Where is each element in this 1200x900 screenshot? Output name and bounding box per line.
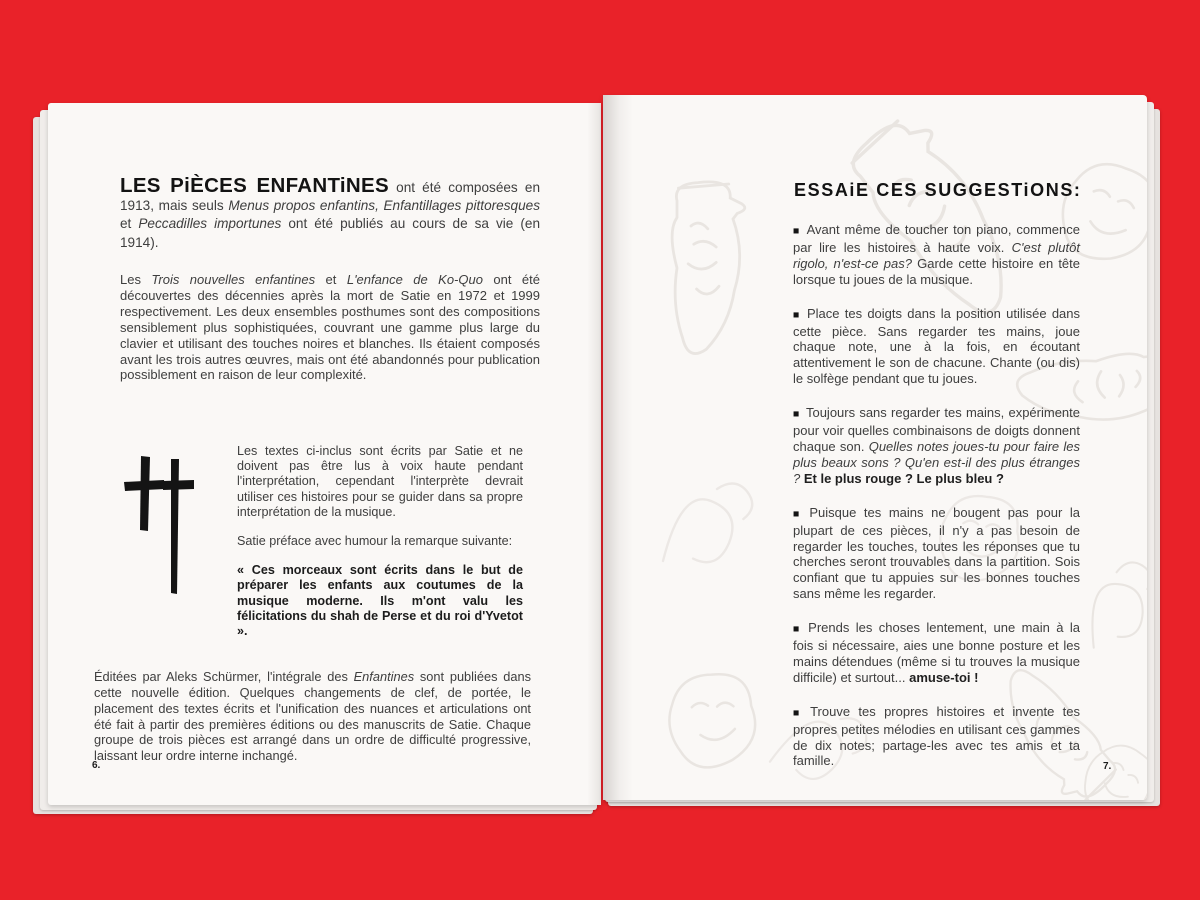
- suggestion-item: [793, 505, 1080, 602]
- background-sketch-icon: [635, 153, 775, 383]
- bullet-square-icon: ■: [793, 507, 804, 520]
- background-sketch-icon: [638, 630, 790, 800]
- suggestion-text: Trouve tes propres histoires et invente tes propres petites mélodies en utilisant ces gammes de dix notes; partage-les avec tes amis et ta famille.: [793, 703, 1080, 769]
- intro-paragraph: LES PiÈCES ENFANTiNES ont été composées en 1913, mais seuls Menus propos enfantins, Enfantillages pittoresques et Peccadilles importunes ont été publiés au cours de sa vie (en 1914).: [120, 173, 541, 250]
- history-paragraph: Les Trois nouvelles enfantines et L'enfance de Ko-Quo ont été découvertes des décennies après la mort de Satie en 1972 et 1999 respectivement. Les deux ensembles posthumes sont des compositions sensiblement plus sophistiquées, couvrant une gamme plus large du clavier et utilisant des touches noires et blanches. Ils étaient composés avant les trois autres œuvres, mais ont été abandonnés pour publication possiblement en raison de leur complexité.: [120, 272, 540, 383]
- hand-drawn-crosses-illustration: [116, 447, 215, 609]
- suggestion-text: Puisque tes mains ne bougent pas pour la plupart de ces pièces, il n'y a pas besoin de regarder les touches, toutes les réponses que tu cherches seront trouvables dans la partition. Sois confiant que tu appuies sur les bonnes touches sans même les regarder.: [793, 504, 1080, 602]
- satie-quote: « Ces morceaux sont écrits dans le but de préparer les enfants aux coutumes de la musique moderne. Ils m'ont valu les félicitations du shah de Perse et du roi d'Yvetot ».: [237, 563, 523, 639]
- page-number: 7.: [1103, 761, 1112, 772]
- spine-shadow: [587, 103, 601, 805]
- bullet-square-icon: ■: [793, 308, 801, 321]
- suggestion-item: [793, 620, 1080, 686]
- suggestion-text: Toujours sans regarder tes mains, expérimente pour voir quelles combinaisons de doigts donnent chaque son. Quelles notes joues-tu pour faire les plus beaux sons ? Qu'en est-il des plus étranges ? Et le plus rouge ? Le plus bleu ?: [793, 405, 1081, 486]
- bullet-square-icon: ■: [793, 706, 805, 719]
- spine-shadow: [603, 95, 633, 800]
- preface-lead-in: Satie préface avec humour la remarque suivante:: [237, 534, 513, 549]
- performance-note-block: [237, 444, 523, 653]
- bullet-square-icon: ■: [793, 623, 803, 636]
- suggestion-item: [793, 704, 1080, 770]
- right-page: [603, 95, 1147, 800]
- suggestion-text: Prends les choses lentement, une main à la fois si nécessaire, aies une bonne posture et les mains détendues (même si tu trouves la musique difficile) et surtout... amuse-toi !: [793, 620, 1081, 685]
- suggestion-item: [793, 222, 1080, 288]
- page-number: 6.: [92, 760, 101, 771]
- section-title: ESSAiE CES SUGGESTiONS:: [794, 180, 1082, 200]
- performance-note: Les textes ci-inclus sont écrits par Satie et ne doivent pas être lus à voix haute pendant l'interprétation, cependant l'interprète devrait utiliser ces histoires pour se guider dans sa propre interprétation de la musique.: [237, 444, 523, 519]
- suggestions-list: [793, 222, 1080, 787]
- suggestion-text: Place tes doigts dans la position utilisée dans cette pièce. Sans regarder tes mains, joue chaque note, une à la fois, en écoutant attentivement le son de chacune. Chante (ou dis) le solfège pendant que tu joues.: [793, 305, 1081, 387]
- background-sketch-icon: [645, 375, 765, 675]
- suggestion-text: Avant même de toucher ton piano, commence par lire les histoires à haute voix. C'est plutôt rigolo, n'est-ce pas? Garde cette histoire en tête lorsque tu joues de la musique.: [793, 222, 1080, 287]
- left-page: [48, 103, 601, 805]
- suggestion-item: [793, 405, 1080, 487]
- bullet-square-icon: ■: [793, 225, 801, 237]
- suggestion-item: [793, 306, 1080, 388]
- edition-note: Éditées par Aleks Schürmer, l'intégrale des Enfantines sont publiées dans cette nouvelle édition. Quelques changements de clef, de portée, le placement des textes écrits et l'unification des nuances et articulations ont été fait à partir des premières éditions ou des manuscrits de Satie. Chaque groupe de trois pièces est arrangé dans un ordre de difficulté progressive, laissant leur ordre interne inchangé.: [94, 668, 532, 764]
- bullet-square-icon: ■: [793, 408, 800, 421]
